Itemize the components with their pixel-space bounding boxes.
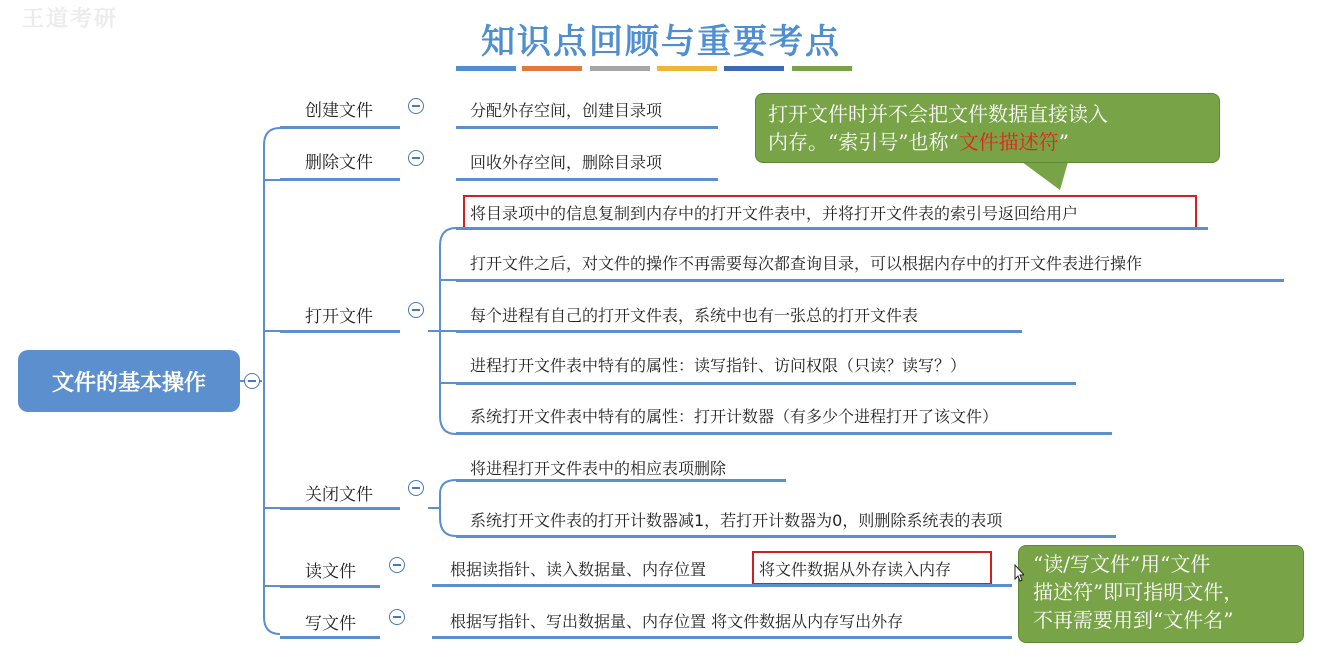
create-item-underline [456,126,718,129]
open-item-0: 将目录项中的信息复制到内存中的打开文件表中，并将打开文件表的索引号返回给用户 [470,204,1079,223]
open-item-2-underline [456,330,1022,333]
create-item-0: 分配外存空间，创建目录项 [470,101,663,120]
root-node[interactable] [18,350,240,412]
branch-delete-label[interactable]: 删除文件 [305,153,373,173]
write-item-0: 根据写指针、写出数据量、内存位置 将文件数据从内存写出外存 [450,612,904,631]
title-bar-blue [456,66,516,71]
callout-read-write [1018,545,1304,643]
callout-top-highlight: 文件描述符 [958,130,1059,154]
read-item-1: 将文件数据从外存读入内存 [759,560,952,579]
branch-create-label[interactable]: 创建文件 [305,101,373,121]
title-bar-orange [522,66,582,71]
callout-bottom-line2: 描述符”即可指明文件， [1033,580,1244,604]
collapse-open-icon[interactable] [408,302,424,318]
open-item-4-underline [456,432,1112,435]
branch-open-underline [280,330,400,333]
collapse-delete-icon[interactable] [408,150,424,166]
write-item-underline [432,636,1012,639]
close-item-1: 系统打开文件表的打开计数器减1，若打开计数器为0，则删除系统表的表项 [470,511,1003,530]
title-bar-darkblue [724,66,784,71]
watermark: 王道考研 [22,7,119,32]
open-item-2: 每个进程有自己的打开文件表，系统中也有一张总的打开文件表 [470,306,919,325]
pointer-cursor-icon [1010,563,1024,583]
open-item-0-underline [456,227,1208,230]
close-item-0: 将进程打开文件表中的相应表项删除 [470,459,727,478]
open-item-1-underline [456,279,1284,282]
title-bar-gray [590,66,650,71]
title-bar-yellow [657,66,717,71]
callout-top-line2-post: ” [1058,130,1069,154]
branch-write-label[interactable]: 写文件 [305,614,356,634]
read-item-0: 根据读指针、读入数据量、内存位置 [450,560,707,579]
callout-bottom-line3: 不再需要用到“文件名” [1033,608,1234,632]
title-bar-green [792,66,852,71]
close-item-1-underline [456,535,1116,538]
close-item-0-underline [456,479,786,482]
callout-top-line1: 打开文件时并不会把文件数据直接读入 [768,102,1108,126]
callout-top-line2-pre: 内存。“索引号”也称“ [768,130,959,154]
delete-item-underline [456,178,718,181]
branch-open-label[interactable]: 打开文件 [305,307,373,327]
page-title: 知识点回顾与重要考点 [481,22,841,62]
collapse-create-icon[interactable] [408,98,424,114]
read-item-underline [432,584,1012,587]
callout-bottom-line1: “读/写文件”用“文件 [1033,552,1211,576]
open-item-3-underline [456,382,1076,385]
branch-read-underline [280,585,380,588]
collapse-read-icon[interactable] [389,557,405,573]
branch-create-underline [280,126,400,129]
collapse-write-icon[interactable] [389,609,405,625]
callout-top-line2 [768,128,1207,156]
open-item-4: 系统打开文件表中特有的属性：打开计数器（有多少个进程打开了该文件） [470,407,999,426]
collapse-root-icon[interactable] [244,373,260,389]
open-item-1: 打开文件之后，对文件的操作不再需要每次都查询目录，可以根据内存中的打开文件表进行操作 [470,254,1143,273]
open-item-3: 进程打开文件表中特有的属性：读写指针、访问权限（只读？读写？） [470,356,967,375]
root-label: 文件的基本操作 [51,370,206,396]
branch-delete-underline [280,178,400,181]
callout-file-descriptor [755,93,1220,163]
collapse-close-icon[interactable] [408,480,424,496]
branch-close-label[interactable]: 关闭文件 [305,485,373,505]
delete-item-0: 回收外存空间，删除目录项 [470,153,663,172]
branch-read-label[interactable]: 读文件 [305,562,356,582]
branch-write-underline [280,636,380,639]
branch-close-underline [280,507,400,510]
